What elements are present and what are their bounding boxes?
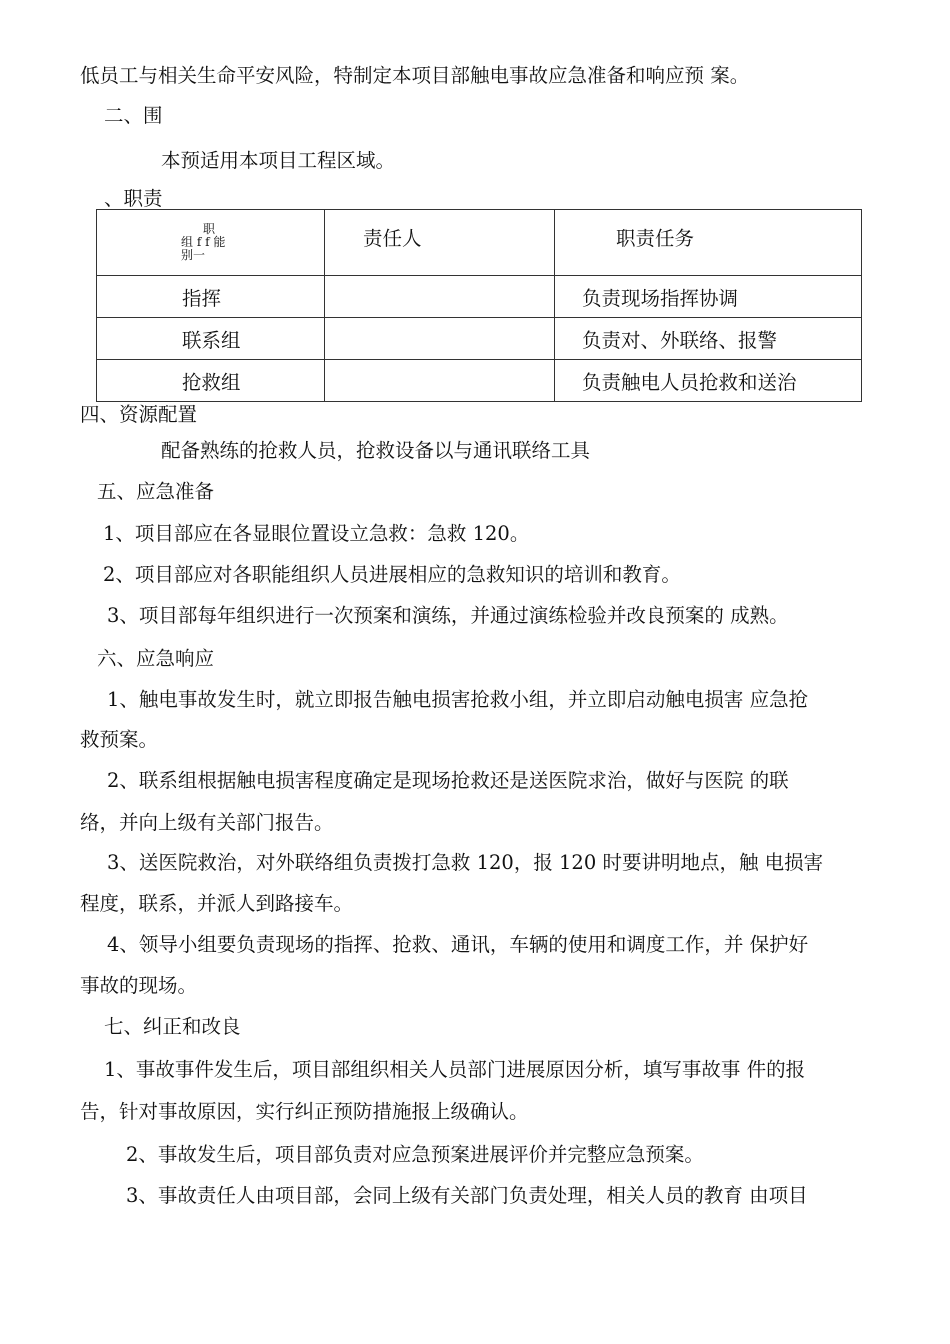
section-6-item-1-line1: 1、触电事故发生时，就立即报告触电损害抢救小组，并立即启动触电损害 应急抢 (107, 688, 809, 711)
section-7-item-2: 2、事故发生后，项目部负责对应急预案进展评价并完整应急预案。 (126, 1143, 704, 1166)
group-name: 抢救组 (182, 370, 241, 394)
group-name: 联系组 (182, 328, 241, 352)
section-6-item-4-line1: 4、领导小组要负责现场的指挥、抢救、通讯，车辆的使用和调度工作，并 保护好 (107, 933, 809, 956)
header-group-line1: 职 (203, 222, 216, 236)
section-3-heading: 、职责 (104, 187, 163, 210)
table-row (97, 360, 862, 402)
section-5-heading: 五、应急准备 (97, 480, 215, 503)
section-6-item-1-line2: 救预案。 (80, 728, 159, 751)
section-2-heading: 二、围 (104, 104, 163, 127)
section-6-heading: 六、应急响应 (97, 647, 215, 670)
table-row (97, 318, 862, 360)
cell-person (325, 318, 555, 360)
section-6-item-2-line1: 2、联系组根据触电损害程度确定是现场抢救还是送医院求治，做好与医院 的联 (107, 769, 789, 792)
responsibility-table (96, 209, 862, 402)
cell-person (325, 360, 555, 402)
task-text: 负责对、外联络、报警 (582, 328, 778, 352)
header-group-line2: 组 f f 能 (181, 235, 226, 249)
cell-task (555, 318, 862, 360)
section-5-item-3: 3、项目部每年组织进行一次预案和演练，并通过演练检验并改良预案的 成熟。 (107, 604, 789, 627)
section-6-item-3-line1: 3、送医院救治，对外联络组负责拨打急救 120，报 120 时要讲明地点，触 电损害 (107, 851, 824, 874)
cell-person (325, 276, 555, 318)
section-4-body: 配备熟练的抢救人员，抢救设备以与通讯联络工具 (161, 439, 591, 462)
section-5-item-2: 2、项目部应对各职能组织人员进展相应的急救知识的培训和教育。 (103, 563, 681, 586)
cell-task (555, 276, 862, 318)
section-5-item-1: 1、项目部应在各显眼位置设立急救：急救 120。 (103, 522, 530, 545)
header-group-line3: 别一 (181, 248, 206, 262)
table-header-row (97, 210, 862, 276)
task-text: 负责触电人员抢救和送治 (582, 370, 797, 394)
section-7-item-3: 3、事故责任人由项目部，会同上级有关部门负责处理，相关人员的教育 由项目 (126, 1184, 808, 1207)
intro-paragraph-tail: 低员工与相关生命平安风险，特制定本项目部触电事故应急准备和响应预 案。 (80, 64, 750, 87)
task-text: 负责现场指挥协调 (582, 286, 739, 310)
section-2-body: 本预适用本项目工程区域。 (161, 149, 396, 172)
section-7-heading: 七、纠正和改良 (104, 1015, 241, 1038)
group-name: 指挥 (182, 286, 222, 310)
section-4-heading: 四、资源配置 (80, 403, 198, 426)
header-person-label: 责任人 (363, 226, 422, 250)
cell-group (97, 318, 325, 360)
header-cell-task (555, 210, 862, 276)
table-row (97, 276, 862, 318)
section-7-item-1-line1: 1、事故事件发生后，项目部组织相关人员部门进展原因分析，填写事故事 件的报 (104, 1058, 806, 1081)
section-7-item-1-line2: 告，针对事故原因，实行纠正预防措施报上级确认。 (80, 1100, 529, 1123)
section-6-item-4-line2: 事故的现场。 (80, 974, 198, 997)
cell-group (97, 276, 325, 318)
header-cell-group (97, 210, 325, 276)
cell-group (97, 360, 325, 402)
header-task-label: 职责任务 (616, 226, 695, 250)
cell-task (555, 360, 862, 402)
section-6-item-3-line2: 程度，联系，并派人到路接车。 (80, 892, 354, 915)
section-6-item-2-line2: 络，并向上级有关部门报告。 (80, 811, 334, 834)
